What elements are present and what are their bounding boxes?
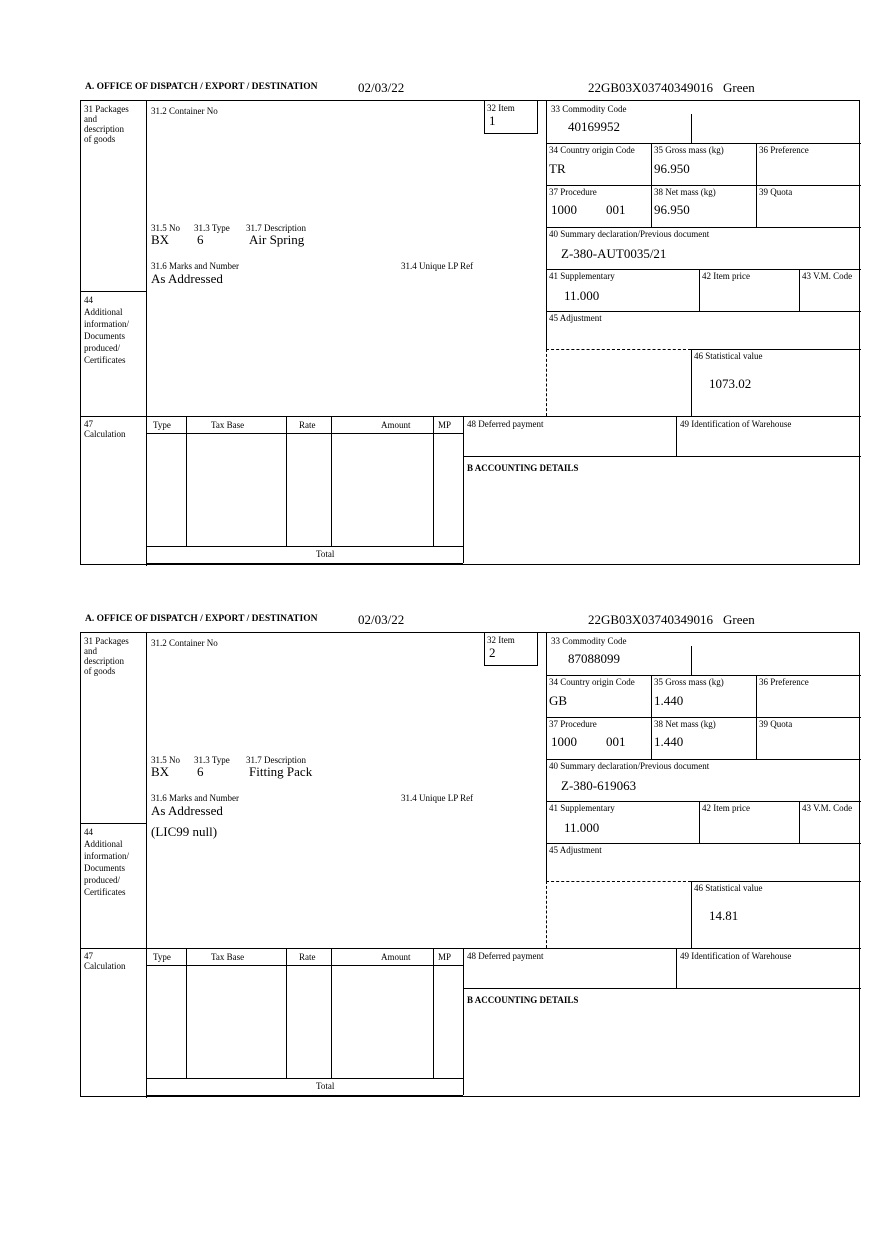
declaration-date: 02/03/22 <box>358 80 405 95</box>
divider <box>331 948 332 1078</box>
divider <box>186 416 187 546</box>
box31-label: of goods <box>84 134 116 144</box>
country-origin-value: GB <box>549 693 568 708</box>
box31-label: and <box>84 646 97 656</box>
item-price-label: 42 Item price <box>702 803 750 813</box>
gross-mass-label: 35 Gross mass (kg) <box>654 145 724 155</box>
marks-value: As Addressed <box>151 271 223 286</box>
item-number-label: 32 Item <box>487 635 515 645</box>
marks-value: As Addressed <box>151 803 223 818</box>
item-form-box <box>80 632 860 1097</box>
marks-label: 31.6 Marks and Number <box>151 793 239 803</box>
divider <box>546 881 691 882</box>
previous-document-value: Z-380-619063 <box>561 778 637 793</box>
warehouse-id-label: 49 Identification of Warehouse <box>680 951 792 961</box>
total-label: Total <box>316 549 335 559</box>
mp-column: MP <box>438 952 452 962</box>
container-no-label: 31.2 Container No <box>151 106 218 116</box>
item-number-value: 1 <box>489 113 496 128</box>
box31-label: 31 Packages <box>84 636 129 646</box>
divider <box>146 433 463 434</box>
divider <box>799 801 800 843</box>
divider <box>146 1095 463 1096</box>
box44-label: Certificates <box>84 355 126 365</box>
unique-lp-ref-label: 31.4 Unique LP Ref <box>401 261 474 271</box>
divider <box>146 546 463 547</box>
routing-status: Green <box>723 612 755 627</box>
statistical-value-label: 46 Statistical value <box>694 883 763 893</box>
deferred-payment-label: 48 Deferred payment <box>467 419 544 429</box>
description-value: Fitting Pack <box>249 764 313 779</box>
marks-label: 31.6 Marks and Number <box>151 261 239 271</box>
divider <box>691 881 861 882</box>
divider <box>463 416 464 563</box>
item-number-value: 2 <box>489 645 496 660</box>
preference-label: 36 Preference <box>759 145 809 155</box>
box44-label: Certificates <box>84 887 126 897</box>
unique-lp-ref-label: 31.4 Unique LP Ref <box>401 793 474 803</box>
accounting-details-label: B ACCOUNTING DETAILS <box>467 463 579 473</box>
net-mass-label: 38 Net mass (kg) <box>654 719 716 729</box>
gross-mass-label: 35 Gross mass (kg) <box>654 677 724 687</box>
procedure-label: 37 Procedure <box>549 187 597 197</box>
box47-label: Calculation <box>84 429 126 439</box>
divider <box>546 227 861 228</box>
box31-label: description <box>84 656 124 666</box>
box47-label: 47 <box>84 951 93 961</box>
item-number-box <box>484 633 538 666</box>
divider <box>799 269 800 311</box>
divider <box>691 646 692 675</box>
supplementary-value: 11.000 <box>564 820 600 835</box>
procedure-value: 1000 <box>551 202 577 217</box>
mrn-value: 22GB03X03740349016 <box>588 612 713 627</box>
vm-code-label: 43 V.M. Code <box>802 803 853 813</box>
divider <box>546 843 861 844</box>
accounting-details-label: B ACCOUNTING DETAILS <box>467 995 579 1005</box>
tax-base-column: Tax Base <box>211 420 245 430</box>
divider <box>81 823 146 824</box>
package-type-value: 6 <box>197 764 204 779</box>
divider <box>81 291 146 292</box>
divider <box>546 349 691 350</box>
divider <box>756 717 757 759</box>
rate-column: Rate <box>299 952 316 962</box>
box47-label: 47 <box>84 419 93 429</box>
container-no-label: 31.2 Container No <box>151 638 218 648</box>
divider <box>651 143 652 185</box>
divider <box>546 185 861 186</box>
package-no-label: 31.5 No <box>151 755 180 765</box>
divider <box>81 416 861 417</box>
divider <box>546 759 861 760</box>
quota-label: 39 Quota <box>759 719 793 729</box>
country-origin-label: 34 Country origin Code <box>549 145 635 155</box>
divider <box>756 675 757 717</box>
rate-column: Rate <box>299 420 316 430</box>
divider <box>146 633 147 1098</box>
procedure-label: 37 Procedure <box>549 719 597 729</box>
box31-label: 31 Packages <box>84 104 129 114</box>
box44-label: information/ <box>84 319 129 329</box>
box44-label: Additional <box>84 307 123 317</box>
description-label: 31.7 Description <box>246 755 306 765</box>
tax-type-column: Type <box>153 420 171 430</box>
warehouse-id-label: 49 Identification of Warehouse <box>680 419 792 429</box>
box44-label: information/ <box>84 851 129 861</box>
divider <box>546 675 861 676</box>
divider <box>699 801 700 843</box>
office-of-dispatch-label: A. OFFICE OF DISPATCH / EXPORT / DESTINATION <box>85 82 318 92</box>
declaration-date: 02/03/22 <box>358 612 405 627</box>
divider <box>146 1078 463 1079</box>
divider <box>691 114 692 143</box>
divider <box>463 988 861 989</box>
previous-document-label: 40 Summary declaration/Previous document <box>549 229 710 239</box>
item-number-box <box>484 101 538 134</box>
divider <box>546 801 861 802</box>
description-value: Air Spring <box>249 232 305 247</box>
vm-code-label: 43 V.M. Code <box>802 271 853 281</box>
divider <box>433 948 434 1078</box>
divider <box>676 948 677 988</box>
deferred-payment-label: 48 Deferred payment <box>467 951 544 961</box>
tax-base-column: Tax Base <box>211 952 245 962</box>
box44-label: Documents <box>84 331 125 341</box>
box44-label: Documents <box>84 863 125 873</box>
commodity-code-value: 40169952 <box>568 119 620 134</box>
previous-document-label: 40 Summary declaration/Previous document <box>549 761 710 771</box>
divider <box>546 717 861 718</box>
divider <box>146 101 147 566</box>
divider <box>651 185 652 227</box>
divider <box>756 143 757 185</box>
divider <box>756 185 757 227</box>
description-label: 31.7 Description <box>246 223 306 233</box>
divider <box>691 349 861 350</box>
procedure-value: 1000 <box>551 734 577 749</box>
divider <box>699 269 700 311</box>
divider <box>546 311 861 312</box>
declaration-item-section <box>80 80 861 566</box>
divider <box>691 881 692 948</box>
preference-label: 36 Preference <box>759 677 809 687</box>
package-no-label: 31.5 No <box>151 223 180 233</box>
country-origin-value: TR <box>549 161 566 176</box>
net-mass-label: 38 Net mass (kg) <box>654 187 716 197</box>
routing-status: Green <box>723 80 755 95</box>
gross-mass-value: 96.950 <box>654 161 690 176</box>
box44-label: 44 <box>84 295 93 305</box>
divider <box>546 269 861 270</box>
commodity-code-label: 33 Commodity Code <box>551 104 627 114</box>
divider <box>146 965 463 966</box>
amount-column: Amount <box>381 420 411 430</box>
package-type-value: 6 <box>197 232 204 247</box>
quota-label: 39 Quota <box>759 187 793 197</box>
office-of-dispatch-label: A. OFFICE OF DISPATCH / EXPORT / DESTINATION <box>85 614 318 624</box>
divider <box>286 416 287 546</box>
divider <box>331 416 332 546</box>
divider <box>433 416 434 546</box>
box44-label: 44 <box>84 827 93 837</box>
net-mass-value: 1.440 <box>654 734 684 749</box>
box44-label: produced/ <box>84 343 120 353</box>
item-form-box <box>80 100 860 565</box>
net-mass-value: 96.950 <box>654 202 690 217</box>
divider <box>546 881 547 948</box>
item-price-label: 42 Item price <box>702 271 750 281</box>
total-label: Total <box>316 1081 335 1091</box>
package-type-label: 31.3 Type <box>194 223 230 233</box>
country-origin-label: 34 Country origin Code <box>549 677 635 687</box>
statistical-value: 14.81 <box>709 908 739 923</box>
mp-column: MP <box>438 420 452 430</box>
package-no-value: BX <box>151 232 170 247</box>
item-number-label: 32 Item <box>487 103 515 113</box>
supplementary-label: 41 Supplementary <box>549 271 615 281</box>
box31-label: and <box>84 114 97 124</box>
divider <box>463 456 861 457</box>
package-no-value: BX <box>151 764 170 779</box>
divider <box>546 349 547 416</box>
box44-label: Additional <box>84 839 123 849</box>
procedure-additional-value: 001 <box>606 734 626 749</box>
commodity-code-label: 33 Commodity Code <box>551 636 627 646</box>
adjustment-label: 45 Adjustment <box>549 313 602 323</box>
tax-type-column: Type <box>153 952 171 962</box>
box44-label: produced/ <box>84 875 120 885</box>
adjustment-label: 45 Adjustment <box>549 845 602 855</box>
package-type-label: 31.3 Type <box>194 755 230 765</box>
statistical-value-label: 46 Statistical value <box>694 351 763 361</box>
divider <box>463 948 464 1095</box>
divider <box>286 948 287 1078</box>
box31-label: description <box>84 124 124 134</box>
divider <box>676 416 677 456</box>
divider <box>546 143 861 144</box>
statistical-value: 1073.02 <box>709 376 752 391</box>
divider <box>651 675 652 717</box>
mrn-value: 22GB03X03740349016 <box>588 80 713 95</box>
additional-info-value: (LIC99 null) <box>151 824 218 839</box>
box47-label: Calculation <box>84 961 126 971</box>
gross-mass-value: 1.440 <box>654 693 684 708</box>
procedure-additional-value: 001 <box>606 202 626 217</box>
supplementary-label: 41 Supplementary <box>549 803 615 813</box>
commodity-code-value: 87088099 <box>568 651 620 666</box>
divider <box>186 948 187 1078</box>
divider <box>146 563 463 564</box>
divider <box>81 948 861 949</box>
supplementary-value: 11.000 <box>564 288 600 303</box>
divider <box>651 717 652 759</box>
box31-label: of goods <box>84 666 116 676</box>
previous-document-value: Z-380-AUT0035/21 <box>561 246 667 261</box>
divider <box>691 349 692 416</box>
declaration-item-section <box>80 612 861 1098</box>
amount-column: Amount <box>381 952 411 962</box>
